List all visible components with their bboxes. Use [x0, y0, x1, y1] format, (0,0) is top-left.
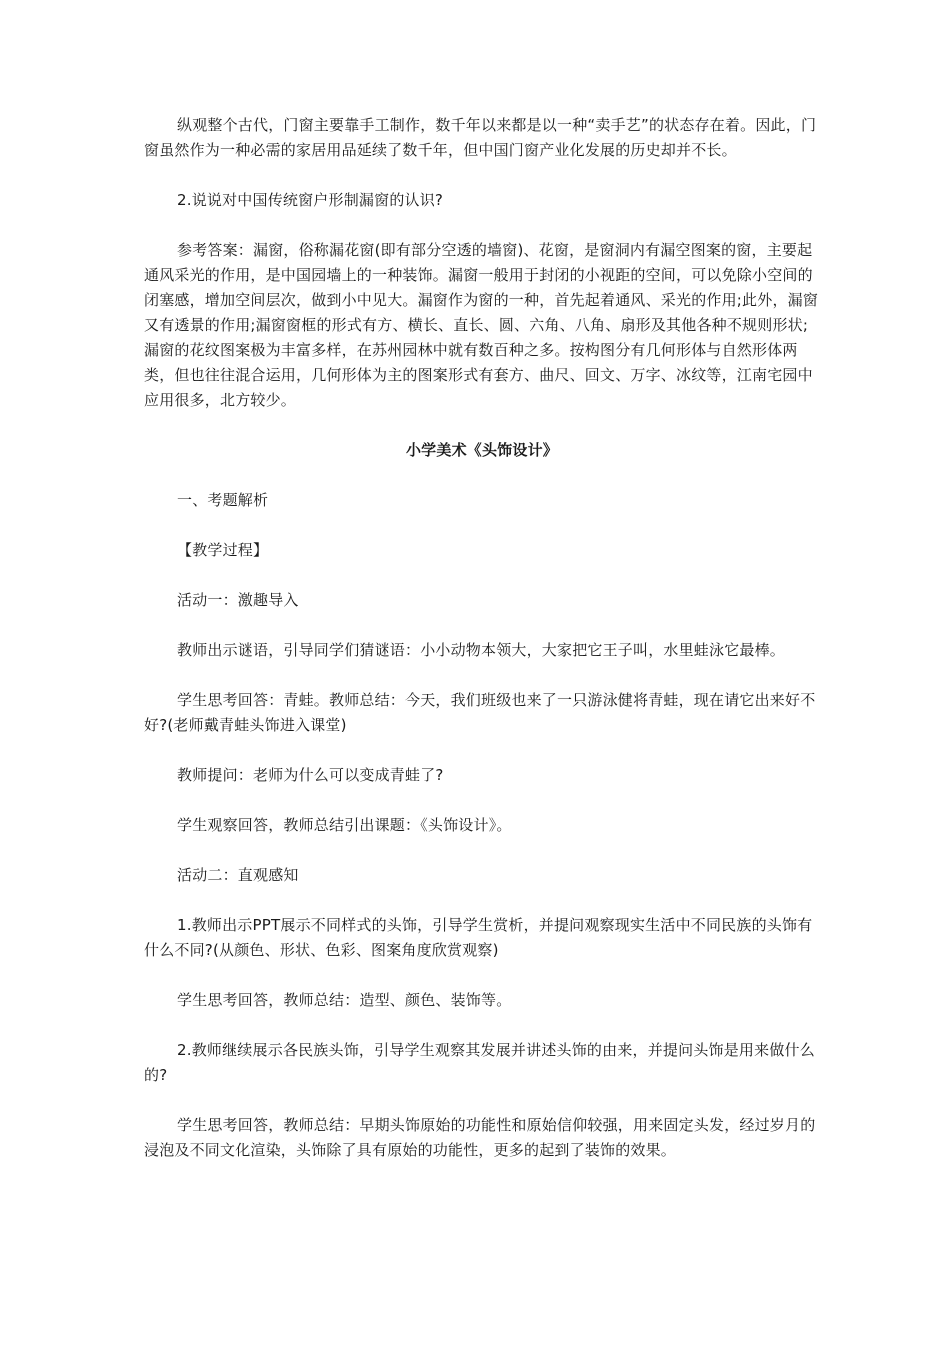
activity-1-heading: 活动一：激趣导入	[177, 591, 299, 609]
reference-answer: 参考答案：漏窗，俗称漏花窗(即有部分空透的墙窗)、花窗，是窗洞内有漏空图案的窗，主要起通风采光的作用，是中国园墙上的一种装饰。漏窗一般用于封闭的小视距的空间，可以免除小空间的闭塞感，增加空间层次，做到小中见大。漏窗作为窗的一种，首先起着通风、采光的作用;此外，漏窗又有透景的作用;漏窗窗框的形式有方、横长、直长、圆、六角、八角、扇形及其他各种不规则形状;漏窗的花纹图案极为丰富多样，在苏州园林中就有数百种之多。按构图分有几何形体与自然形体两类，但也往往混合运用，几何形体为主的图案形式有套方、曲尺、回文、万字、冰纹等，江南宅园中应用很多，北方较少。	[144, 241, 819, 409]
paragraph-history: 纵观整个古代，门窗主要靠手工制作，数千年以来都是以一种“卖手艺”的状态存在着。因此，门窗虽然作为一种必需的家居用品延续了数千年，但中国门窗产业化发展的历史却并不长。	[144, 116, 817, 159]
paragraph-topic-intro: 学生观察回答，教师总结引出课题：《头饰设计》。	[177, 816, 512, 834]
document-body	[144, 113, 820, 1163]
paragraph-summary-1: 学生思考回答，教师总结：造型、颜色、装饰等。	[177, 991, 512, 1009]
section-title: 小学美术《头饰设计》	[405, 441, 558, 459]
paragraph-summary-2: 学生思考回答，教师总结：早期头饰原始的功能性和原始信仰较强，用来固定头发，经过岁月的浸泡及不同文化渲染，头饰除了具有原始的功能性，更多的起到了装饰的效果。	[144, 1116, 816, 1159]
question-2: 2.说说对中国传统窗户形制漏窗的认识?	[177, 191, 444, 209]
paragraph-ethnic-headwear: 2.教师继续展示各民族头饰，引导学生观察其发展并讲述头饰的由来，并提问头饰是用来做什么的?	[144, 1041, 815, 1084]
paragraph-answer-frog: 学生思考回答：青蛙。教师总结：今天，我们班级也来了一只游泳健将青蛙，现在请它出来好不好?(老师戴青蛙头饰进入课堂)	[144, 691, 816, 734]
section-heading-analysis: 一、考题解析	[177, 491, 269, 509]
paragraph-ppt: 1.教师出示PPT展示不同样式的头饰，引导学生赏析，并提问观察现实生活中不同民族的头饰有什么不同?(从颜色、形状、色彩、图案角度欣赏观察)	[144, 916, 813, 959]
activity-2-heading: 活动二：直观感知	[177, 866, 299, 884]
section-heading-process: 【教学过程】	[177, 541, 269, 559]
paragraph-riddle: 教师出示谜语，引导同学们猜谜语：小小动物本领大，大家把它王子叫，水里蛙泳它最棒。	[177, 641, 786, 659]
paragraph-teacher-question: 教师提问：老师为什么可以变成青蛙了?	[177, 766, 444, 784]
